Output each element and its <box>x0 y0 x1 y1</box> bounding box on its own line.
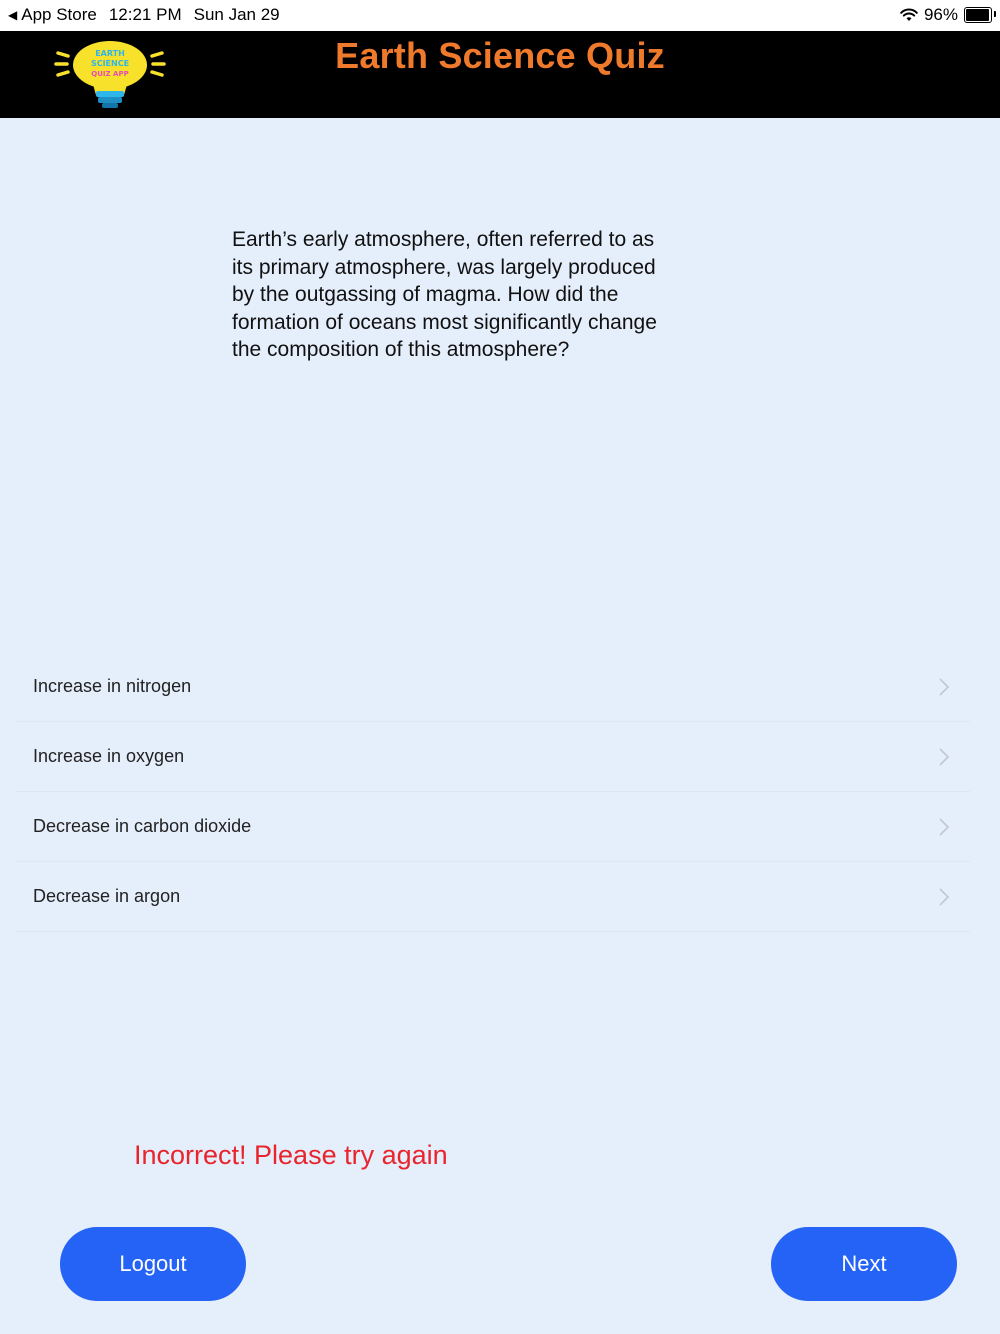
status-bar <box>0 0 1000 31</box>
battery-tip <box>994 11 996 17</box>
chevron-right-icon <box>938 817 950 837</box>
answer-label: Decrease in argon <box>33 886 181 906</box>
logo-text-line3: QUIZ APP <box>91 70 129 78</box>
chevron-right-icon <box>938 747 950 767</box>
answer-option[interactable] <box>16 862 970 932</box>
wifi-icon <box>900 8 918 22</box>
chevron-right-icon <box>938 887 950 907</box>
logout-button[interactable]: Logout <box>60 1227 246 1301</box>
app-title: Earth Science Quiz <box>335 35 665 76</box>
status-date: Sun Jan 29 <box>193 5 280 24</box>
back-to-app-store-link[interactable]: App Store <box>21 5 97 24</box>
answer-option[interactable] <box>16 792 970 862</box>
answer-list <box>16 652 970 932</box>
battery-percent: 96% <box>923 5 958 24</box>
battery-fill <box>966 9 989 21</box>
status-left <box>8 5 280 25</box>
answer-option[interactable] <box>16 652 970 722</box>
status-right <box>900 5 992 25</box>
answer-label: Increase in oxygen <box>33 746 185 766</box>
answer-label: Decrease in carbon dioxide <box>33 816 252 836</box>
status-time: 12:21 PM <box>108 5 182 24</box>
next-button[interactable]: Next <box>771 1227 957 1301</box>
chevron-right-icon <box>938 677 950 697</box>
answer-label: Increase in nitrogen <box>33 676 192 696</box>
battery-icon <box>964 7 992 23</box>
question-text: Earth’s early atmosphere, often referred to as its primary atmosphere, was largely produced by the outgassing of magma. How did the formation of oceans most significantly change the composition of this atmosphere? <box>232 228 657 361</box>
back-arrow-icon[interactable]: ◀ <box>8 8 18 22</box>
feedback-message: Incorrect! Please try again <box>134 1140 448 1170</box>
answer-option[interactable] <box>16 722 970 792</box>
logo-text-line1: EARTH <box>95 49 125 58</box>
app-header <box>0 31 1000 118</box>
logo-text-line2: SCIENCE <box>90 59 130 68</box>
